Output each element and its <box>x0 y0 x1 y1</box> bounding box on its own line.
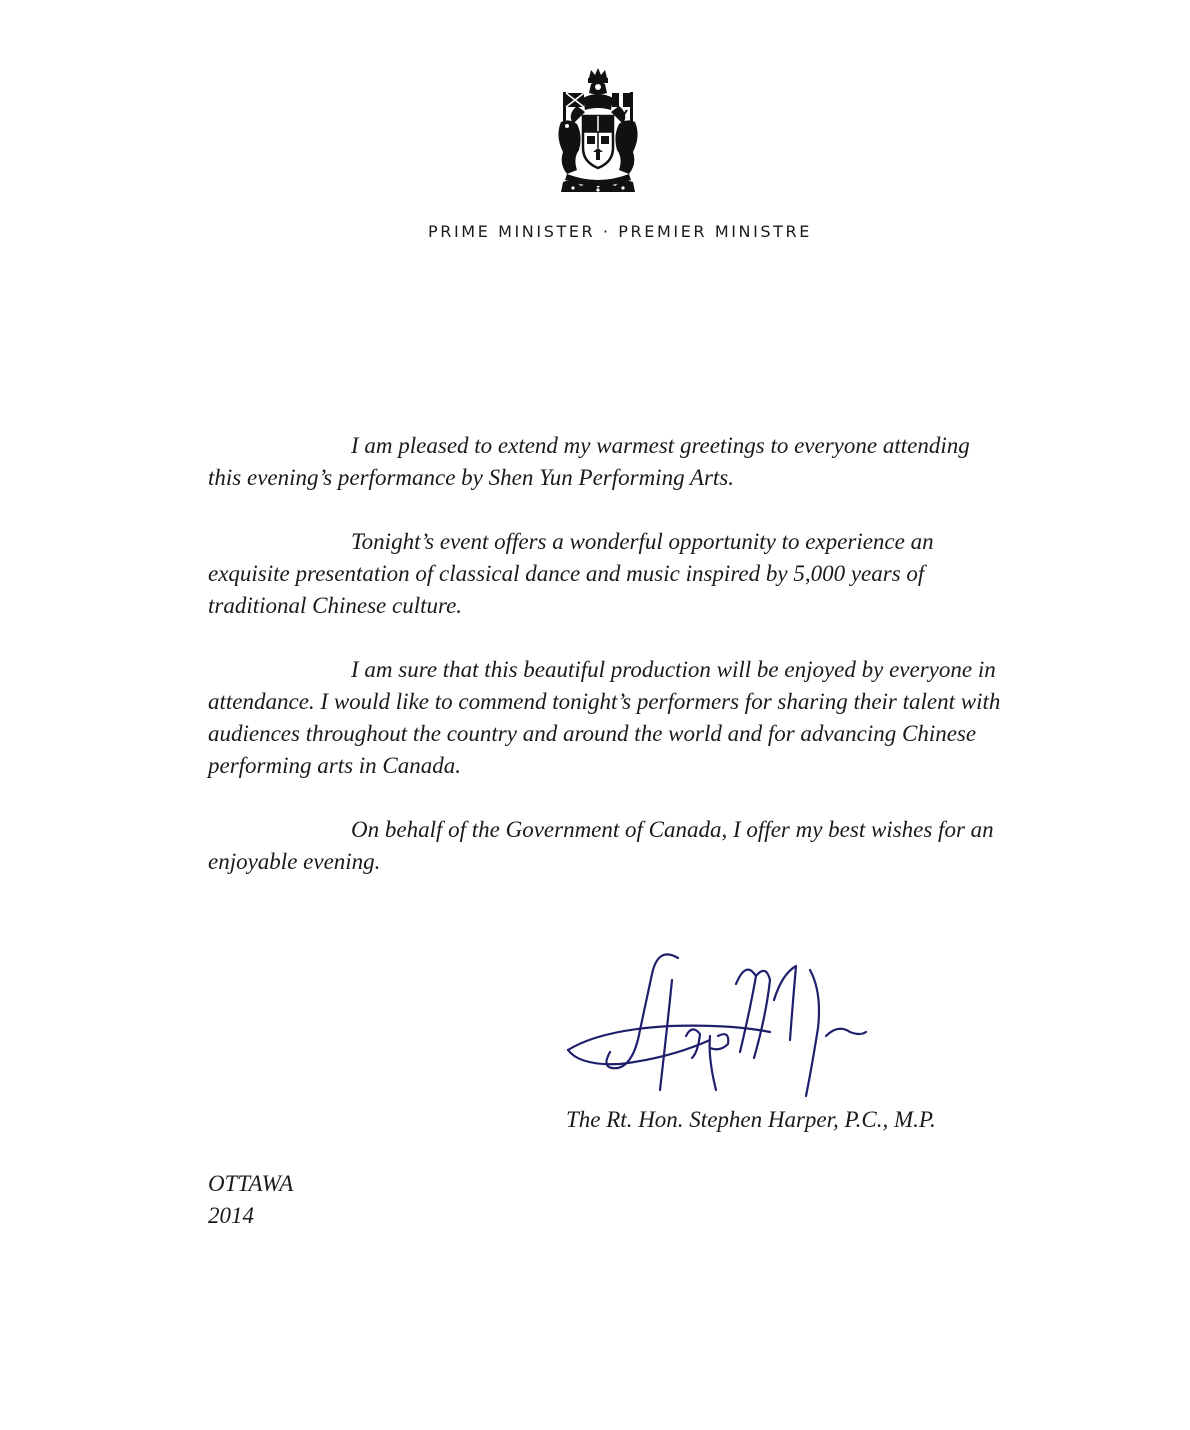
paragraph-best-wishes: On behalf of the Government of Canada, I offer my best wishes for an enjoyable evening. <box>208 817 994 874</box>
letterhead-title: PRIME MINISTER · PREMIER MINISTRE <box>428 222 812 241</box>
place-and-date <box>208 1168 293 1232</box>
signer-name: The Rt. Hon. Stephen Harper, P.C., M.P. <box>566 1107 936 1132</box>
paragraph-commendation: I am sure that this beautiful production will be enjoyed by everyone in attendance. I would like to commend tonight’s performers for sharing their talent with audiences throughout the country and around the world and for advancing Chinese performing arts in Canada. <box>208 657 1001 778</box>
city: OTTAWA <box>208 1171 294 1196</box>
coat-of-arms-of-canada-icon <box>553 66 643 196</box>
paragraph-greeting: I am pleased to extend my warmest greetings to everyone attending this evening’s performance by Shen Yun Performing Arts. <box>208 433 970 490</box>
year: 2014 <box>208 1203 254 1228</box>
paragraph-event: Tonight’s event offers a wonderful opportunity to experience an exquisite presentation of classical dance and music inspired by 5,000 years of traditional Chinese culture. <box>208 529 934 618</box>
handwritten-signature-icon <box>560 940 880 1110</box>
letter-body <box>208 430 1008 910</box>
